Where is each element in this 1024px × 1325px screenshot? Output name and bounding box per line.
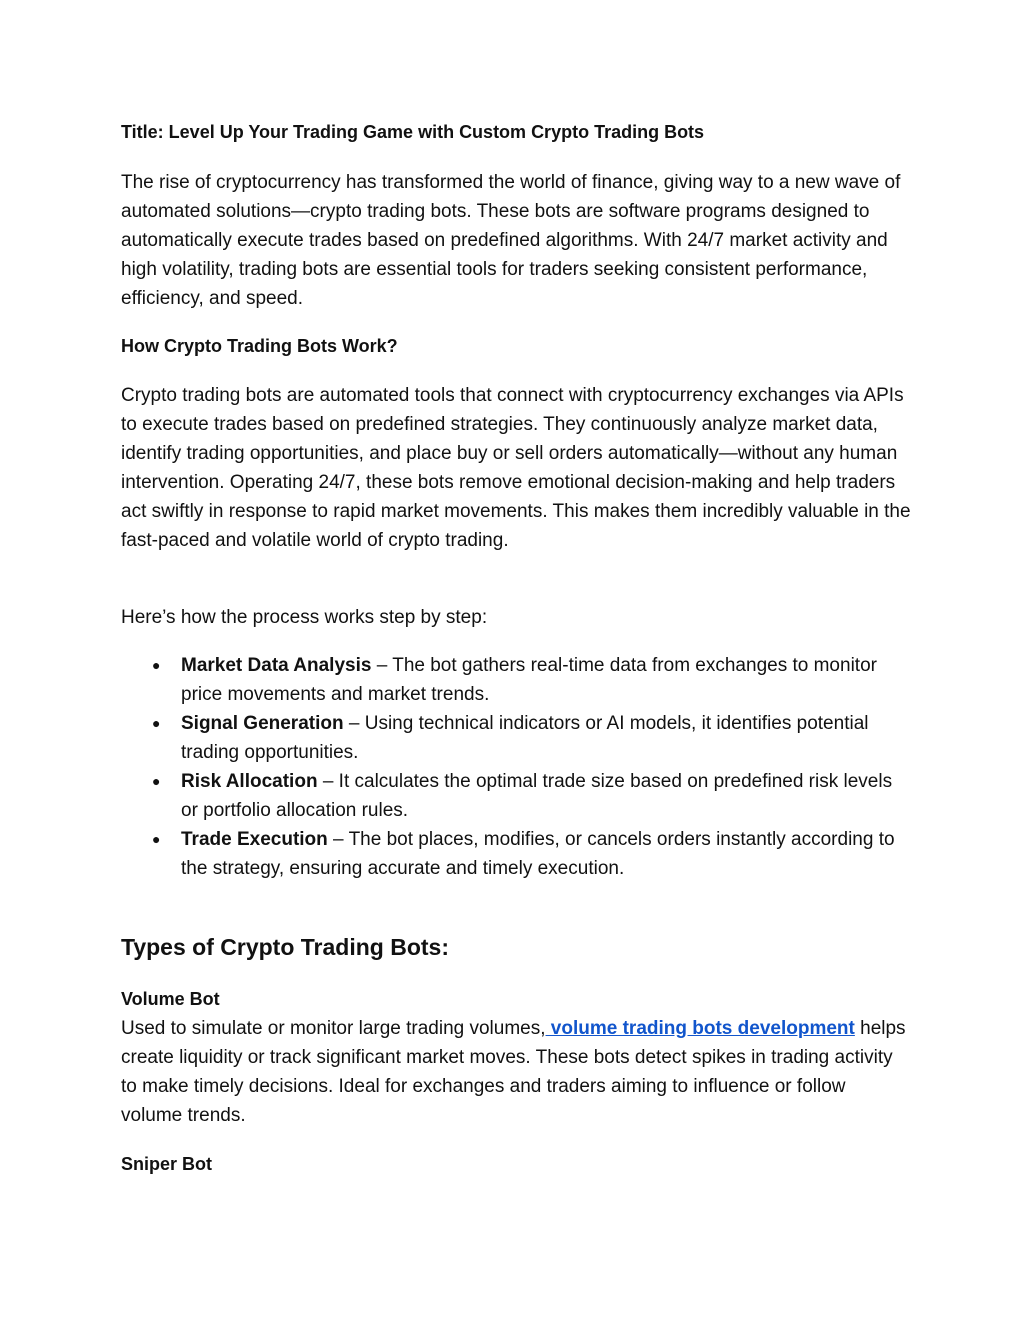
bullet-icon: ● bbox=[152, 831, 161, 847]
step-term: Signal Generation bbox=[181, 713, 344, 734]
list-item bbox=[121, 767, 911, 825]
step-desc: – Using technical indicators or AI models, it identifies potential trading opportunities. bbox=[181, 713, 869, 763]
bullet-icon: ● bbox=[152, 715, 161, 731]
volume-bot-text-start: Used to simulate or monitor large trading volumes, bbox=[121, 1018, 546, 1039]
how-paragraph: Crypto trading bots are automated tools that connect with cryptocurrency exchanges via APIs to execute trades based on predefined strategies. They continuously analyze market data, identify trading opportunities, and place buy or sell orders automatically—without any human intervention. Operating 24/7, these bots remove emotional decision-making and help traders act swiftly in response to rapid market movements. This makes them incredibly valuable in the fast-paced and volatile world of crypto trading. bbox=[121, 385, 911, 551]
list-item bbox=[121, 709, 911, 767]
step-term: Trade Execution bbox=[181, 829, 328, 850]
how-heading: How Crypto Trading Bots Work? bbox=[121, 336, 398, 356]
list-item bbox=[121, 825, 911, 883]
step-desc: – It calculates the optimal trade size based on predefined risk levels or portfolio allocation rules. bbox=[181, 771, 893, 821]
volume-bot-text-end: helps create liquidity or track significant market moves. These bots detect spikes in trading activity to make timely decisions. Ideal for exchanges and traders aiming to influence or follow volume trends. bbox=[121, 1018, 906, 1126]
steps-list bbox=[121, 651, 911, 883]
volume-trading-bots-link[interactable]: volume trading bots development bbox=[545, 1018, 855, 1039]
intro-paragraph: The rise of cryptocurrency has transformed the world of finance, giving way to a new wave of automated solutions—crypto trading bots. These bots are software programs designed to automatically execute trades based on predefined algorithms. With 24/7 market activity and high volatility, trading bots are essential tools for traders seeking consistent performance, efficiency, and speed. bbox=[121, 172, 901, 309]
step-desc: – The bot places, modifies, or cancels orders instantly according to the strategy, ensuring accurate and timely execution. bbox=[181, 829, 895, 879]
volume-bot-paragraph bbox=[121, 1014, 911, 1130]
bullet-icon: ● bbox=[152, 773, 161, 789]
document-title: Title: Level Up Your Trading Game with Custom Crypto Trading Bots bbox=[121, 122, 705, 142]
step-desc: – The bot gathers real-time data from exchanges to monitor price movements and market trends. bbox=[181, 655, 877, 705]
step-term: Risk Allocation bbox=[181, 771, 318, 792]
process-intro: Here’s how the process works step by step: bbox=[121, 607, 488, 628]
volume-bot-heading: Volume Bot bbox=[121, 989, 220, 1009]
step-term: Market Data Analysis bbox=[181, 655, 372, 676]
types-heading: Types of Crypto Trading Bots: bbox=[121, 934, 449, 960]
list-item bbox=[121, 651, 911, 709]
bullet-icon: ● bbox=[152, 657, 161, 673]
sniper-bot-heading: Sniper Bot bbox=[121, 1154, 213, 1174]
